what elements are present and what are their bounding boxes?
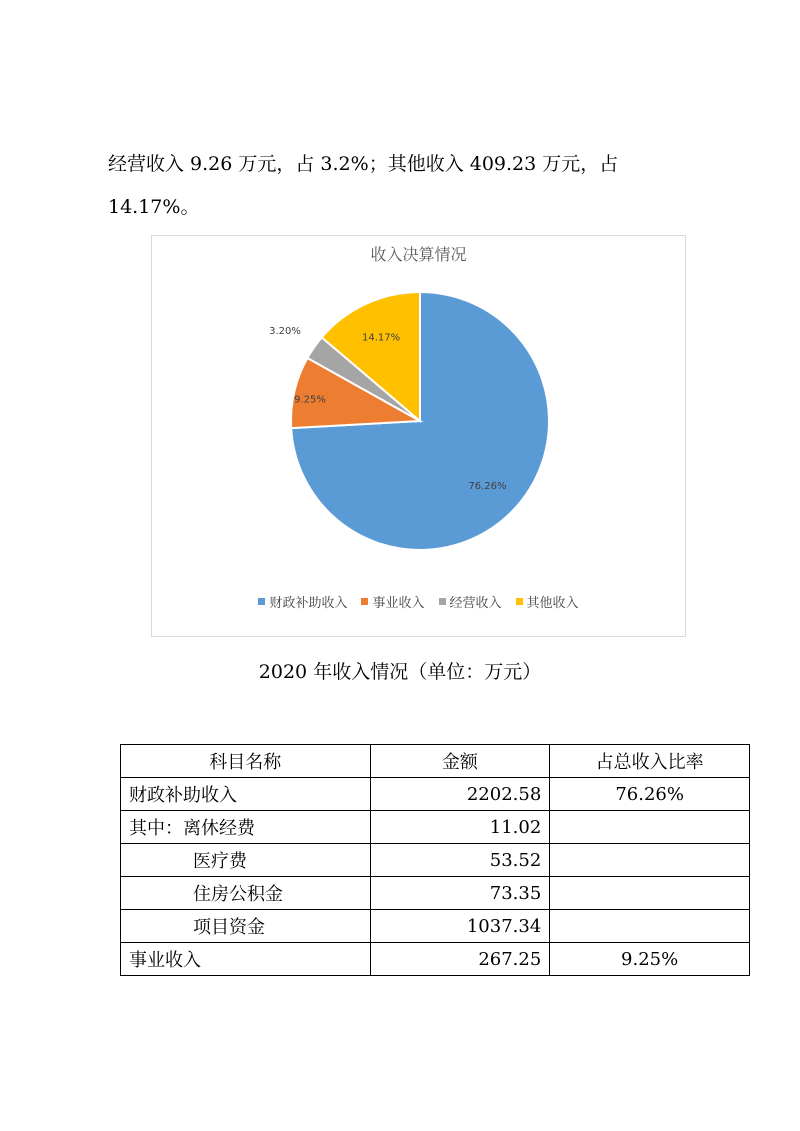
legend-item: [361, 592, 424, 611]
legend-swatch-icon: [361, 598, 368, 605]
cell-subject-name: 事业收入: [121, 943, 371, 976]
chart-caption: 2020 年收入情况（单位：万元）: [258, 661, 542, 683]
table-row: [121, 877, 750, 910]
legend-swatch-icon: [439, 598, 446, 605]
cell-subject-name: 住房公积金: [121, 877, 371, 910]
cell-amount: 267.25: [370, 943, 550, 976]
pie-data-label: 14.17%: [361, 332, 401, 344]
cell-ratio: 9.25%: [550, 943, 750, 976]
table-row: [121, 778, 750, 811]
chart-legend: [152, 592, 685, 611]
pie-data-label: 9.25%: [294, 394, 326, 406]
legend-swatch-icon: [516, 598, 523, 605]
legend-swatch-icon: [258, 598, 265, 605]
legend-item: [258, 592, 347, 611]
cell-subject-name: 其中：离休经费: [121, 811, 371, 844]
pie-chart-canvas: [152, 236, 685, 636]
cell-amount: 11.02: [370, 811, 550, 844]
header-amount: 金额: [370, 745, 550, 778]
cell-ratio: [550, 811, 750, 844]
legend-item: [516, 592, 579, 611]
pie-data-label: 76.26%: [468, 480, 507, 492]
legend-label: 事业收入: [372, 596, 425, 611]
cell-subject-name: 财政补助收入: [121, 778, 371, 811]
table-row: [121, 910, 750, 943]
cell-subject-name: 医疗费: [121, 844, 371, 877]
legend-label: 其他收入: [526, 596, 579, 611]
legend-label: 经营收入: [449, 596, 502, 611]
paragraph-line-2: 14.17%。: [108, 196, 200, 218]
pie-chart: [151, 235, 686, 637]
cell-amount: 73.35: [370, 877, 550, 910]
cell-amount: 2202.58: [370, 778, 550, 811]
cell-ratio: [550, 844, 750, 877]
cell-subject-name: 项目资金: [121, 910, 371, 943]
header-subject-name: 科目名称: [121, 745, 371, 778]
legend-item: [439, 592, 502, 611]
cell-ratio: 76.26%: [550, 778, 750, 811]
cell-ratio: [550, 877, 750, 910]
table-row: [121, 943, 750, 976]
cell-amount: 53.52: [370, 844, 550, 877]
table-row: [121, 811, 750, 844]
chart-title: 收入决算情况: [370, 245, 467, 264]
pie-data-label: 3.20%: [269, 326, 301, 338]
income-table: [120, 744, 750, 976]
table-row: [121, 844, 750, 877]
legend-label: 财政补助收入: [269, 596, 348, 611]
header-ratio: 占总收入比率: [550, 745, 750, 778]
paragraph-line-1: 经营收入 9.26 万元，占 3.2%；其他收入 409.23 万元，占: [108, 153, 619, 175]
cell-amount: 1037.34: [370, 910, 550, 943]
cell-ratio: [550, 910, 750, 943]
table-header-row: [121, 745, 750, 778]
